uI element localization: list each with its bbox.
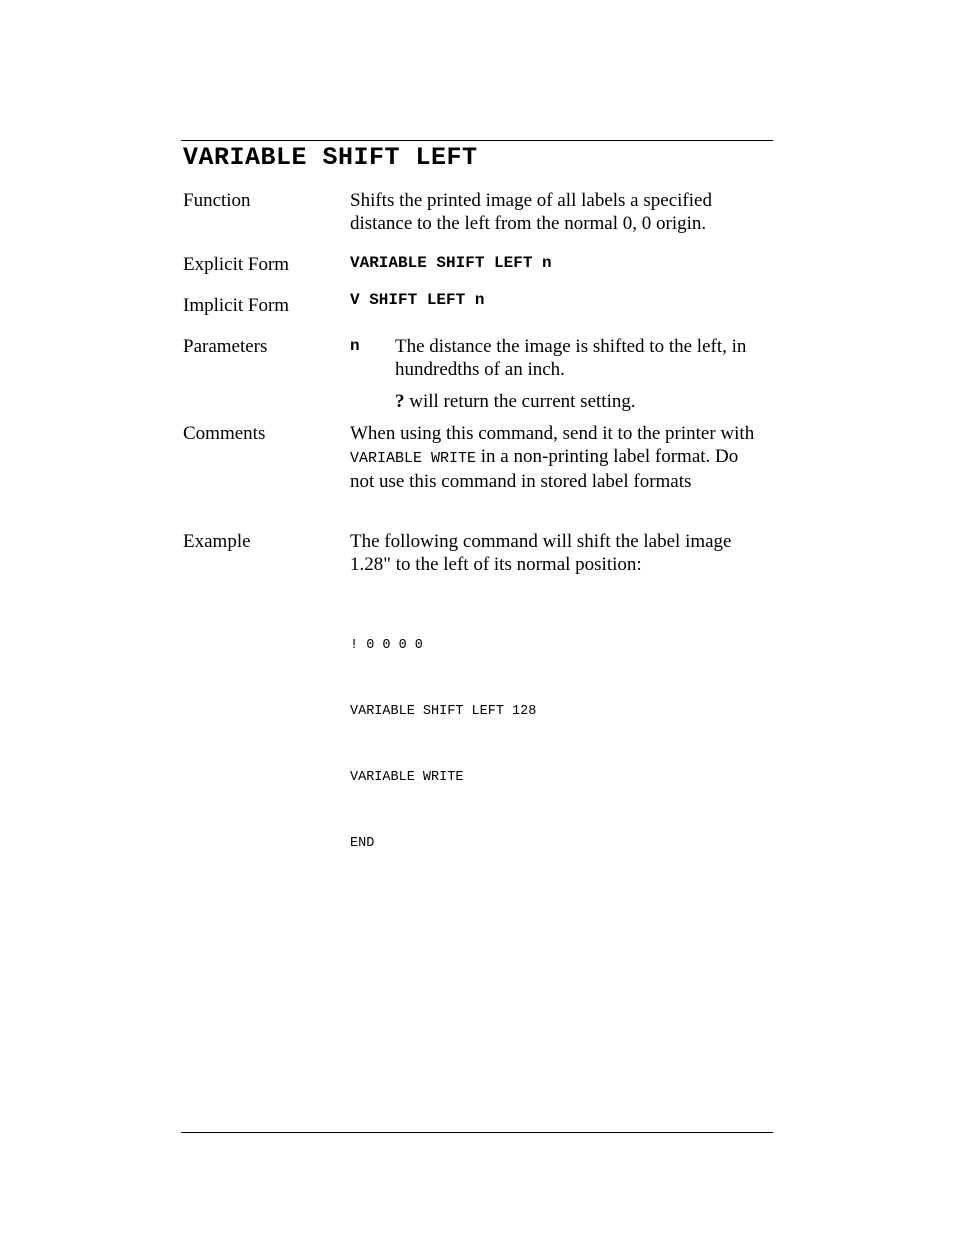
parameter-description: The distance the image is shifted to the left, in hundredths of an inch. <box>395 336 747 380</box>
function-text: Shifts the printed image of all labels a specified distance to the left from the normal 0, 0 origin. <box>350 190 712 234</box>
implicit-form-label: Implicit Form <box>183 295 290 316</box>
comments-text-before: When using this command, send it to the printer with <box>350 423 755 444</box>
query-text: will return the current setting. <box>404 391 636 412</box>
comments-inline-code: VARIABLE WRITE <box>350 450 477 467</box>
function-label: Function <box>183 190 251 211</box>
page-title: VARIABLE SHIFT LEFT <box>183 143 478 172</box>
code-line: VARIABLE WRITE <box>350 770 464 785</box>
code-line: ! 0 0 0 0 <box>350 638 423 653</box>
code-line: END <box>350 836 375 851</box>
bottom-rule <box>181 1132 773 1133</box>
example-text: The following command will shift the label image 1.28" to the left of its normal position: <box>350 531 732 575</box>
example-code-block <box>350 591 536 899</box>
query-symbol: ? <box>395 391 405 412</box>
comments-label: Comments <box>183 423 266 444</box>
explicit-form-label: Explicit Form <box>183 254 290 275</box>
parameter-name: n <box>350 337 360 355</box>
implicit-form-value: V SHIFT LEFT n <box>350 291 485 309</box>
code-line: VARIABLE SHIFT LEFT 128 <box>350 704 537 719</box>
parameters-label: Parameters <box>183 336 268 357</box>
example-label: Example <box>183 531 251 552</box>
parameter-query-note <box>395 390 785 413</box>
comments-text-after: in a non-printing label format. Do not use this command in stored label formats <box>350 446 739 492</box>
explicit-form-value: VARIABLE SHIFT LEFT n <box>350 254 552 272</box>
top-rule <box>181 140 773 141</box>
comments-text <box>350 422 760 493</box>
